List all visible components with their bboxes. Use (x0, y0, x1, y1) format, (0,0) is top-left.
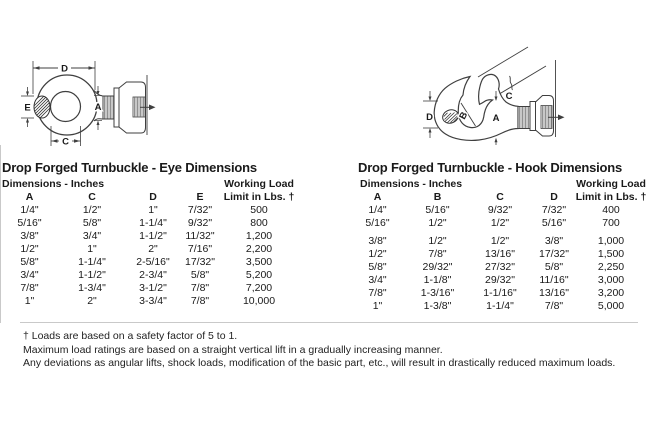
column-header: B (433, 191, 442, 203)
dim-label-a: A (492, 113, 500, 124)
eye-turnbuckle-diagram (15, 40, 180, 152)
table-row (350, 261, 644, 274)
table-cell: 2" (87, 295, 97, 307)
table-cell: 3,500 (245, 256, 273, 268)
table-cell: 1/2" (20, 243, 39, 255)
threaded-stud (518, 107, 530, 129)
footnotes (23, 330, 615, 371)
table-row (2, 204, 297, 217)
table-cell: 2-3/4" (139, 269, 167, 281)
eye-table-body (2, 204, 297, 308)
table-cell: 1-1/2" (139, 230, 167, 242)
table-cell: 1" (372, 300, 383, 312)
table-cell: 3,000 (597, 274, 625, 286)
table-cell: 11/16" (539, 274, 569, 286)
table-cell: 1/4" (20, 204, 39, 216)
table-row (350, 300, 644, 313)
table-cell: 3/8" (368, 235, 387, 247)
wll-column-header: Limit in Lbs. † (223, 191, 295, 203)
eye-inner-hole (51, 92, 81, 122)
table-cell: 27/32" (484, 261, 515, 273)
turnbuckle-body (114, 75, 156, 135)
column-header: C (88, 191, 96, 203)
hook-dimensions-header: Dimensions - Inches (360, 178, 463, 190)
table-row (2, 295, 297, 308)
table-cell: 1-3/4" (78, 282, 106, 294)
table-cell: 800 (250, 217, 268, 229)
table-row (350, 235, 644, 248)
column-header: A (25, 191, 34, 203)
eye-wll-header-top: Working Load (224, 178, 294, 190)
eye-table-title: Drop Forged Turnbuckle - Eye Dimensions (2, 160, 257, 175)
table-cell: 1,200 (245, 230, 273, 242)
threaded-stud (103, 96, 114, 119)
table-row (350, 287, 644, 300)
table-cell: 2,250 (597, 261, 625, 273)
table-row (350, 217, 644, 230)
table-cell: 1-1/4" (139, 217, 167, 229)
table-cell: 7/8" (544, 300, 564, 312)
table-cell: 2,200 (245, 243, 273, 255)
table-cell: 7,200 (245, 282, 273, 294)
table-cell: 1" (87, 243, 97, 255)
hook-dimensions-table (350, 160, 650, 312)
table-cell: 3/8" (544, 235, 564, 247)
dim-label-d: D (61, 63, 68, 75)
table-cell: 5/16" (425, 204, 450, 216)
table-cell: 1/2" (368, 248, 387, 260)
column-header: A (373, 191, 382, 203)
table-row (2, 243, 297, 256)
dim-label-e: E (24, 102, 31, 114)
table-cell: 13/16" (538, 287, 569, 299)
table-cell: 9/32" (187, 217, 213, 229)
dim-label-c: C (62, 136, 69, 148)
table-row (350, 248, 644, 261)
table-cell: 5/8" (544, 261, 564, 273)
table-cell: 1-1/4" (486, 300, 514, 312)
table-cell: 1,500 (597, 248, 625, 260)
table-cell: 5/8" (20, 256, 39, 268)
eye-dimensions-table (2, 160, 302, 307)
table-cell: 1,000 (597, 235, 625, 247)
table-cell: 500 (250, 204, 268, 216)
table-row (2, 217, 297, 230)
table-cell: 13/16" (484, 248, 515, 260)
table-cell: 1-1/4" (78, 256, 106, 268)
table-cell: 5/16" (365, 217, 390, 229)
table-cell: 17/32" (538, 248, 569, 260)
column-header: D (149, 191, 157, 203)
hook-turnbuckle-diagram (415, 20, 575, 145)
turnbuckle-body (530, 60, 565, 137)
table-cell: 1" (24, 295, 35, 307)
table-cell: 7/8" (428, 248, 447, 260)
footnote-safety-factor: † Loads are based on a safety factor of 5 to 1. (23, 330, 238, 342)
table-cell: 5/8" (82, 217, 102, 229)
table-cell: 7/8" (20, 282, 39, 294)
table-cell: 5/16" (17, 217, 42, 229)
table-row (2, 256, 297, 269)
table-cell: 1/4" (368, 204, 387, 216)
table-cell: 10,000 (242, 295, 276, 307)
table-cell: 1-1/2" (78, 269, 106, 281)
dim-label-b: B (457, 110, 471, 122)
table-row (2, 269, 297, 282)
eye-cross-section-hatch (34, 96, 50, 118)
hook-body (434, 74, 518, 140)
table-cell: 7/8" (190, 282, 210, 294)
wll-column-header: Limit in Lbs. † (575, 191, 647, 203)
table-cell: 7/32" (541, 204, 567, 216)
table-cell: 3-1/2" (139, 282, 167, 294)
eye-dimensions-header: Dimensions - Inches (2, 178, 105, 190)
column-header: C (496, 191, 504, 203)
table-cell: 11/32" (185, 230, 215, 242)
dim-label-c: C (505, 91, 513, 102)
table-cell: 3/4" (368, 274, 387, 286)
table-cell: 7/8" (368, 287, 387, 299)
table-cell: 7/8" (190, 295, 210, 307)
table-cell: 3-3/4" (139, 295, 167, 307)
table-cell: 1-3/8" (423, 300, 452, 312)
table-cell: 3/8" (20, 230, 39, 242)
table-cell: 1-1/16" (483, 287, 517, 299)
column-header: E (196, 191, 204, 203)
table-cell: 5/8" (368, 261, 387, 273)
footnote-separator-line (20, 322, 638, 323)
table-cell: 29/32" (484, 274, 515, 286)
table-cell: 1" (148, 204, 158, 216)
table-cell: 5,200 (245, 269, 273, 281)
left-border-line (0, 145, 1, 323)
table-cell: 17/32" (184, 256, 215, 268)
table-row (2, 230, 297, 243)
table-row (2, 282, 297, 295)
table-cell: 1-3/16" (420, 287, 455, 299)
table-cell: 700 (602, 217, 620, 229)
table-cell: 1/2" (490, 235, 510, 247)
table-cell: 1/2" (428, 235, 447, 247)
table-cell: 3/4" (82, 230, 102, 242)
table-cell: 9/32" (487, 204, 513, 216)
table-cell: 7/32" (187, 204, 213, 216)
table-cell: 29/32" (422, 261, 453, 273)
dim-label-d: D (426, 112, 433, 123)
table-cell: 1-1/8" (423, 274, 452, 286)
hook-column-headers (350, 191, 647, 203)
table-cell: 7/16" (187, 243, 213, 255)
table-cell: 2-5/16" (136, 256, 170, 268)
table-cell: 5/16" (541, 217, 567, 229)
table-row (350, 274, 644, 287)
table-cell: 2" (148, 243, 158, 255)
table-cell: 3/4" (20, 269, 39, 281)
table-row (350, 204, 644, 217)
hook-table-title: Drop Forged Turnbuckle - Hook Dimensions (358, 160, 623, 175)
table-cell: 1/2" (82, 204, 102, 216)
table-cell: 1/2" (428, 217, 447, 229)
footnote-deviations: Any deviations as angular lifts, shock loads, modification of the basic part, etc., will result in drastically reduced maximum loads. (23, 357, 616, 369)
eye-column-headers (2, 191, 297, 203)
table-cell: 400 (602, 204, 620, 216)
hook-wll-header-top: Working Load (576, 178, 646, 190)
table-cell: 5/8" (190, 269, 210, 281)
dim-label-a: A (94, 102, 102, 113)
table-cell: 1/2" (490, 217, 510, 229)
table-cell: 5,000 (597, 300, 625, 312)
footnote-load-ratings: Maximum load ratings are based on a straight vertical lift in a gradually increasing manner. (23, 343, 443, 356)
table-cell: 3,200 (597, 287, 625, 299)
column-header: D (550, 191, 558, 203)
hook-table-body (350, 204, 644, 313)
